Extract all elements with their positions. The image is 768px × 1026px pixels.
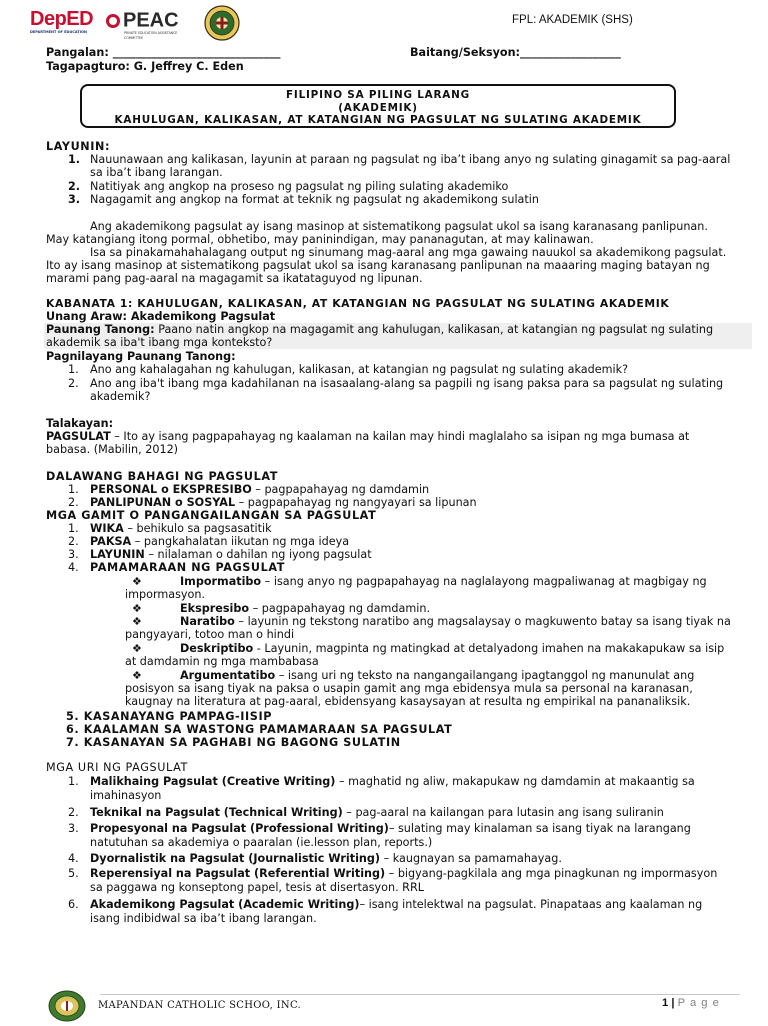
uri-text-6: – isang intelektwal na pagsulat. Pinapataas ang kaalaman ng — [359, 898, 703, 911]
gamit-text-3: – nilalaman o dahilan ng iyong pagsulat — [144, 548, 372, 561]
footer-divider — [100, 994, 740, 995]
uri-num-1: 1. — [68, 775, 79, 788]
gamit-item-2 — [90, 535, 349, 548]
paraan-text-1-cont: impormasyon. — [125, 588, 206, 601]
paraan-term-4: Deskriptibo — [180, 642, 254, 655]
gamit-item-3 — [90, 548, 372, 561]
gamit-item-6: 6. KAALAMAN SA WASTONG PAMAMARAAN SA PAGSULAT — [66, 723, 453, 736]
pagnilayang-question-2: Ano ang iba't ibang mga kadahilanan na isasaalang-alang sa pagpili ng isang paksa para sa pagsulat ng sulating — [90, 377, 724, 390]
paraan-item-4 — [180, 642, 724, 655]
gamit-text-2: – pangkahalatan iikutan ng mga ideya — [131, 535, 350, 548]
pagsulat-definition-cont: babasa. (Mabilin, 2012) — [46, 443, 179, 456]
pagnilayang-question-2-cont: akademik? — [90, 390, 151, 403]
gamit-term-1: WIKA — [90, 522, 124, 535]
paraan-text-3-cont: pangyayari, totoo man o hindi — [125, 628, 295, 641]
paunang-tanong-text-cont: akademik sa iba't ibang mga konteksto? — [46, 336, 273, 349]
uri-text-5-cont: sa paggawa ng konseptong papel, tesis at disertasyon. RRL — [90, 881, 424, 894]
paraan-text-5: – isang uri ng teksto na nangangailangang ipagtanggol ng manunulat ang — [275, 669, 695, 682]
uri-num-4: 4. — [68, 852, 79, 865]
uri-num-3: 3. — [68, 822, 79, 835]
paraan-text-4-cont: at damdamin ng mga mambabasa — [125, 655, 319, 668]
gamit-num-2: 2. — [68, 535, 79, 548]
bahagi-term-1: PERSONAL o EKSPRESIBO — [90, 483, 252, 496]
paraan-term-1: Impormatibo — [180, 575, 262, 588]
layunin-num-2: 2. — [68, 180, 81, 193]
gamit-term-3: LAYUNIN — [90, 548, 145, 561]
page-number: 1 — [662, 997, 669, 1009]
talakayan-heading: Talakayan: — [46, 417, 114, 430]
bahagi-num-1: 1. — [68, 483, 79, 496]
uri-term-5: Reperensiyal na Pagsulat (Referential Writing) — [90, 867, 386, 880]
uri-term-1: Malikhaing Pagsulat (Creative Writing) — [90, 775, 336, 788]
gamit-term-2: PAKSA — [90, 535, 132, 548]
layunin-num-1: 1. — [68, 153, 81, 166]
title-line-1: FILIPINO SA PILING LARANG — [286, 89, 470, 101]
uri-term-3: Propesyonal na Pagsulat (Professional Writing) — [90, 822, 389, 835]
school-seal-icon — [204, 4, 240, 42]
uri-text-3-cont: natutuhan sa akademiya o paaralan (ie.lesson plan, reports.) — [90, 836, 433, 849]
bahagi-text-1: – pagpapahayag ng damdamin — [251, 483, 430, 496]
peac-logo-text: PEAC — [123, 9, 179, 32]
paraan-text-2: – pagpapahayag ng damdamin. — [249, 602, 431, 615]
tagapagturo-label: Tagapagturo: G. Jeffrey C. Eden — [46, 60, 244, 73]
page-indicator — [662, 997, 720, 1010]
bahagi-item-1 — [90, 483, 429, 496]
unang-araw-heading: Unang Araw: Akademikong Pagsulat — [46, 310, 276, 323]
layunin-item-1-cont: sa iba’t ibang larangan. — [90, 166, 223, 179]
intro-paragraph-2b: Ito ay isang masinop at sistematikong pagsulat ukol sa isang karanasang panlipunan na maaaring maging batayan ng — [46, 259, 710, 272]
paraan-item-5 — [180, 669, 694, 682]
paraan-item-3 — [180, 615, 731, 628]
paraan-term-2: Ekspresibo — [180, 602, 250, 615]
bahagi-term-2: PANLIPUNAN o SOSYAL — [90, 496, 236, 509]
paraan-item-2 — [180, 602, 430, 615]
uri-text-4: – kaugnayan sa pamamahayag. — [380, 852, 562, 865]
diamond-bullet-icon: ❖ — [132, 575, 142, 588]
uri-text-1-cont: imahinasyon — [90, 789, 162, 802]
uri-text-3: – sulating may kinalaman sa isang tiyak na larangang — [388, 822, 691, 835]
pagnilayang-question-1: Ano ang kahalagahan ng kahulugan, kalikasan, at katangian ng pagsulat ng sulating akademik? — [90, 363, 629, 376]
bahagi-heading: DALAWANG BAHAGI NG PAGSULAT — [46, 470, 278, 483]
document-code: FPL: AKADEMIK (SHS) — [512, 14, 633, 26]
layunin-item-2: Natitiyak ang angkop na proseso ng pagsulat ng piling sulating akademiko — [90, 180, 509, 193]
gamit-num-4: 4. — [68, 561, 79, 574]
footer-school-seal-icon — [48, 990, 86, 1022]
uri-heading: MGA URI NG PAGSULAT — [46, 761, 188, 774]
gamit-heading: MGA GAMIT O PANGANGAILANGAN SA PAGSULAT — [46, 509, 377, 522]
deped-logo — [30, 8, 96, 38]
intro-paragraph-2c: marami pang pag-aaral na magagamit sa ikatataguyod ng lipunan. — [46, 272, 423, 285]
pagsulat-definition — [46, 430, 689, 443]
pangalan-field[interactable]: Pangalan: ______________________________ — [46, 46, 281, 59]
uri-term-6: Akademikong Pagsulat (Academic Writing) — [90, 898, 360, 911]
baitang-seksyon-field[interactable]: Baitang/Seksyon:__________________ — [410, 46, 621, 59]
intro-paragraph-1b: May katangiang itong pormal, obhetibo, may paninindigan, may pananagutan, at may kalinawan. — [46, 233, 594, 246]
uri-num-6: 6. — [68, 898, 79, 911]
bahagi-item-2 — [90, 496, 477, 509]
deped-logo-text: DepED — [30, 8, 94, 30]
uri-item-2 — [90, 806, 664, 819]
paraan-text-5-cont2: kaugnay na literatura at pag-aaral, ebidensyang kasaysayan at resulta ng empirikal na pananaliksik. — [125, 695, 691, 708]
layunin-item-3: Nagagamit ang angkop na format at teknik ng pagsulat ng akademikong sulatin — [90, 193, 539, 206]
gamit-item-5: 5. KASANAYANG PAMPAG-IISIP — [66, 710, 273, 723]
intro-paragraph-1a: Ang akademikong pagsulat ay isang masinop at sistematikong pagsulat ukol sa isang karanasang panlipunan. — [90, 220, 708, 233]
diamond-bullet-icon: ❖ — [132, 642, 142, 655]
uri-item-6 — [90, 898, 702, 911]
uri-text-5: – bigyang-pagkilala ang mga pinagkunan ng impormasyon — [385, 867, 718, 880]
uri-text-6-cont: isang indibidwal sa iba’t ibang larangan. — [90, 912, 317, 925]
title-line-3: KAHULUGAN, KALIKASAN, AT KATANGIAN NG PAGSULAT NG SULATING AKADEMIK — [114, 114, 642, 126]
gamit-text-1: – behikulo sa pagsasatitik — [123, 522, 272, 535]
uri-term-4: Dyornalistik na Pagsulat (Journalistic Writing) — [90, 852, 381, 865]
paunang-tanong-text: Paano natin angkop na magagamit ang kahulugan, kalikasan, at katangian ng pagsulat ng sulating — [154, 323, 714, 336]
gamit-item-1 — [90, 522, 272, 535]
page-separator: | — [671, 997, 675, 1009]
uri-text-2: – pag-aaral na kailangan para lutasin ang isang suliranin — [342, 806, 664, 819]
peac-logo — [106, 9, 194, 40]
gamit-num-1: 1. — [68, 522, 79, 535]
deped-logo-subtext: DEPARTMENT OF EDUCATION — [30, 30, 87, 34]
page-label: P a g e — [677, 997, 720, 1009]
layunin-item-1: Nauunawaan ang kalikasan, layunin at paraan ng pagsulat ng iba’t ibang anyo ng sulating ginagamit sa pag-aaral — [90, 153, 731, 166]
pagsulat-definition-text: – Ito ay isang pagpapahayag ng kaalaman na kailan may hindi maglalaho sa isipan ng mga bumasa at — [110, 430, 690, 443]
paraan-text-5-cont: posisyon sa isang tiyak na paksa o usapin gamit ang mga ebidensya mula sa personal na karanasan, — [125, 682, 693, 695]
diamond-bullet-icon: ❖ — [132, 602, 142, 615]
paraan-text-4: - Layunin, magpinta ng matingkad at detalyadong imahen na makakapukaw sa isip — [253, 642, 725, 655]
intro-paragraph-2a: Isa sa pinakamahahalagang output ng sinumang mag-aaral ang mga gawaing nauukol sa akademikong pagsulat. — [90, 246, 727, 259]
pagnilayang-heading: Pagnilayang Paunang Tanong: — [46, 350, 236, 363]
gamit-num-3: 3. — [68, 548, 79, 561]
title-line-2: (AKADEMIK) — [338, 101, 418, 114]
peac-mark-icon — [106, 14, 120, 28]
paunang-tanong — [46, 323, 713, 336]
gamit-item-7: 7. KASANAYAN SA PAGHABI NG BAGONG SULATIN — [66, 736, 401, 749]
bahagi-text-2: – pagpapahayag ng nangyayari sa lipunan — [235, 496, 477, 509]
footer-school-name: MAPANDAN CATHOLIC SCHOO, INC. — [98, 1000, 302, 1011]
paraan-item-1 — [180, 575, 707, 588]
paunang-tanong-label: Paunang Tanong: — [46, 323, 155, 336]
uri-text-1: – maghatid ng aliw, makapukaw ng damdamin at makaantig sa — [335, 775, 695, 788]
pagsulat-term: PAGSULAT — [46, 430, 111, 443]
diamond-bullet-icon: ❖ — [132, 615, 142, 628]
peac-logo-subtext: PRIVATE EDUCATION ASSISTANCE COMMITTEE — [124, 30, 178, 40]
layunin-heading: LAYUNIN: — [46, 140, 111, 153]
uri-num-5: 5. — [68, 867, 79, 880]
pagnilayang-num-2: 2. — [68, 377, 79, 390]
uri-item-4 — [90, 852, 562, 865]
uri-num-2: 2. — [68, 806, 79, 819]
gamit-term-4: PAMAMARAAN NG PAGSULAT — [90, 561, 285, 574]
paraan-text-1: – isang anyo ng pagpapahayag na naglalayong magpaliwanag at magbigay ng — [261, 575, 707, 588]
paraan-text-3: – layunin ng tekstong naratibo ang magsalaysay o magkuwento batay sa isang tiyak na — [234, 615, 731, 628]
uri-item-5 — [90, 867, 717, 880]
paraan-term-3: Naratibo — [180, 615, 235, 628]
uri-term-2: Teknikal na Pagsulat (Technical Writing) — [90, 806, 343, 819]
bahagi-num-2: 2. — [68, 496, 79, 509]
uri-item-3 — [90, 822, 691, 835]
layunin-num-3: 3. — [68, 193, 81, 206]
pagnilayang-num-1: 1. — [68, 363, 79, 376]
uri-item-1 — [90, 775, 695, 788]
diamond-bullet-icon: ❖ — [132, 669, 142, 682]
kabanata-heading: KABANATA 1: KAHULUGAN, KALIKASAN, AT KATANGIAN NG PAGSULAT NG SULATING AKADEMIK — [46, 297, 670, 310]
paraan-term-5: Argumentatibo — [180, 669, 276, 682]
title-box — [80, 84, 676, 128]
